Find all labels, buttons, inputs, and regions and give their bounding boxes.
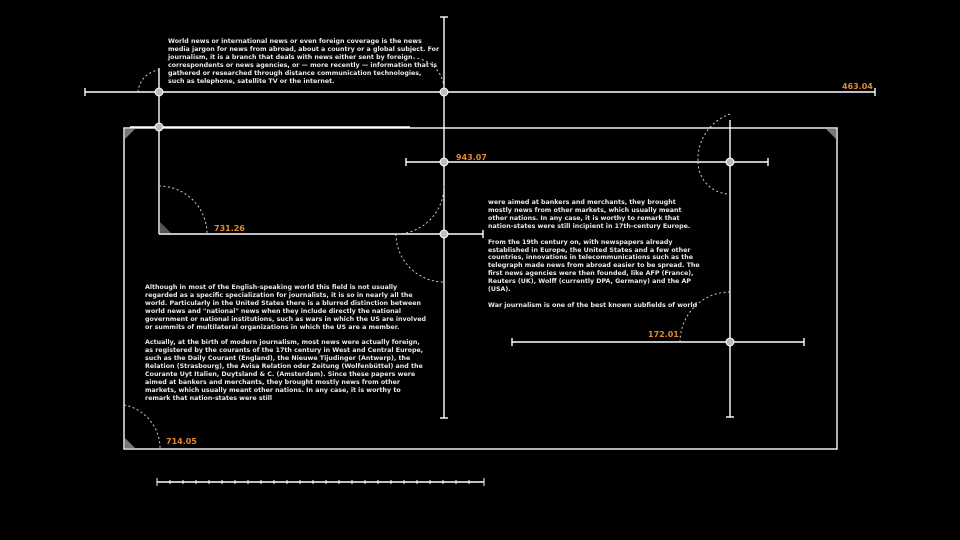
- text-block-left: [145, 284, 427, 411]
- top-paragraph: World news or international news or even foreign coverage is the news media jargon for news from abroad, about a country or a global subject. For journalism, it is a branch that deals with news either sent by foreign correspondents or news agencies, or — more recently — information that is gathered or researched through distance communication technologies, such as telephone, satellite TV or the internet.: [168, 38, 440, 85]
- node: [155, 88, 163, 96]
- left-paragraph-2: Actually, at the birth of modern journalism, most news were actually foreign, as registered by the courants of the 17th century in West and Central Europe, such as the Daily Courant (England), the Nieuwe Tijudinger (Antwerp), the Relation (Strasbourg), the Avisa Relation oder Zeitung (Wolfenbüttel) and the Courante Uyt Italien, Duytsland & C. (Amsterdam). Since these papers were aimed at bankers and merchants, they brought mostly news from other markets, which usually meant other nations. In any case, it is worthy to remark that nation-states were still: [145, 339, 424, 402]
- node: [726, 338, 734, 346]
- measure-463: 463.04: [842, 82, 873, 91]
- node: [440, 158, 448, 166]
- measure-172: 172.01: [648, 330, 679, 339]
- node: [440, 88, 448, 96]
- text-block-right: [488, 199, 700, 318]
- left-paragraph-1: Although in most of the English-speaking world this field is not usually regarded as a specific specialization for journalists, it is so in nearly all the world. Particularly in the United States there is a blurred distinction between world news and "national" news when they include directly the national government or national institutions, such as wars in which the US are involved or summits of multilateral organizations in which the US are a member.: [145, 284, 426, 331]
- measure-943: 943.07: [456, 153, 487, 162]
- right-paragraph-1: were aimed at bankers and merchants, they brought mostly news from other markets, which usually meant other nations. In any case, it is worthy to remark that nation-states were still incipient in 17th-century Europe.: [488, 199, 691, 230]
- measure-714: 714.05: [166, 437, 197, 446]
- measure-731: 731.26: [214, 224, 245, 233]
- node: [155, 123, 163, 131]
- node: [726, 158, 734, 166]
- node: [440, 230, 448, 238]
- right-paragraph-3: War journalism is one of the best known subfields of world: [488, 301, 698, 309]
- right-paragraph-2: From the 19th century on, with newspapers already established in Europe, the United States and a few other countries, innovations in telecommunications such as the telegraph made news from abroad easier to be spread. The first news agencies were then founded, like AFP (France), Reuters (UK), Wolff (currently DPA, Germany) and the AP (USA).: [488, 238, 700, 294]
- text-block-top: [168, 38, 440, 93]
